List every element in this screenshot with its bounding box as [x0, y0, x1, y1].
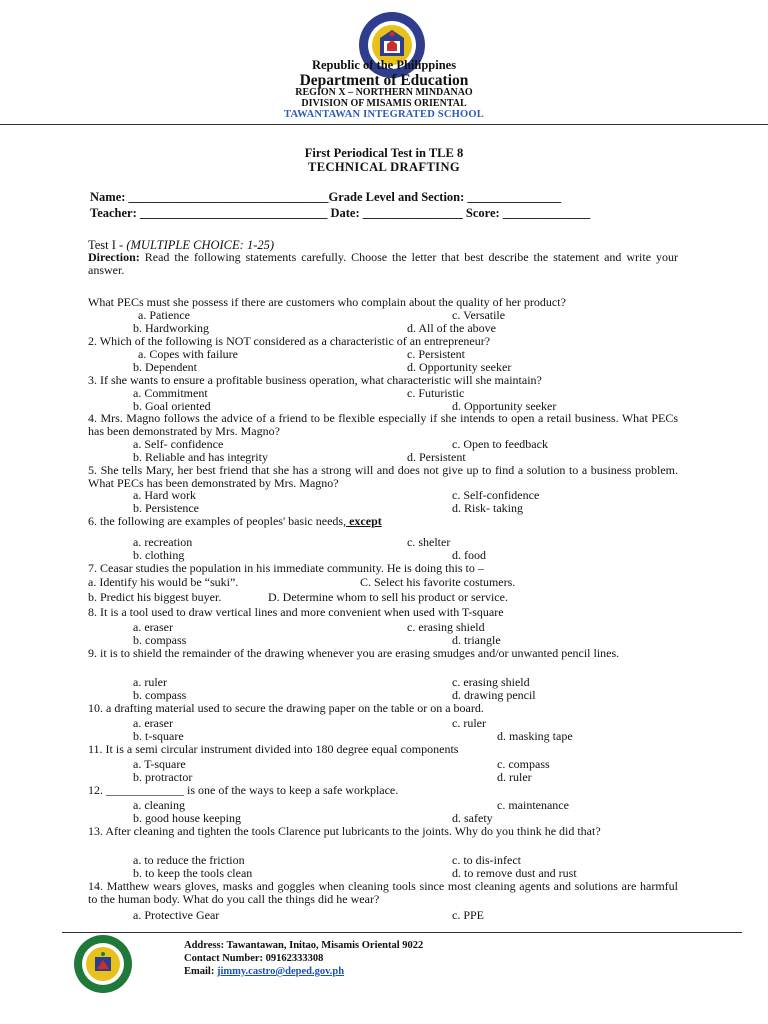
question-text: 11. It is a semi circular instrument divided into 180 degree equal components: [88, 742, 459, 756]
republic-heading: Republic of the Philippines: [311, 58, 457, 72]
email-link[interactable]: jimmy.castro@deped.gov.ph: [216, 966, 345, 977]
option-a: a. Self- confidence: [133, 437, 224, 451]
question-text: 4. Mrs. Magno follows the advice of a friend to be flexible especially if she intends to open a retail business. What PECs has been demonstrated by Mrs. Magno?: [88, 411, 678, 438]
option-a: a. T-square: [133, 757, 186, 771]
option-a: a. eraser: [133, 716, 173, 730]
option-a: a. cleaning: [133, 798, 185, 812]
option-d: d. drawing pencil: [452, 688, 536, 702]
question-text: 3. If she wants to ensure a profitable business operation, what characteristic will she maintain?: [88, 373, 542, 387]
option-a: a. recreation: [133, 535, 193, 549]
division-heading: DIVISION OF MISAMIS ORIENTAL: [301, 98, 467, 109]
option-a: a. Copes with failure: [138, 347, 238, 361]
option-b: b. to keep the tools clean: [133, 866, 253, 880]
test-title: First Periodical Test in TLE 8: [304, 146, 464, 160]
option-c: c. ruler: [452, 716, 486, 730]
option-b: b. Dependent: [133, 360, 197, 374]
region-heading: REGION X – NORTHERN MINDANAO: [295, 87, 473, 98]
option-c: C. Select his favorite costumers.: [360, 575, 516, 589]
footer-email: [184, 966, 344, 977]
test-range: (MULTIPLE CHOICE: 1-25): [126, 238, 275, 252]
email-label: Email:: [184, 966, 217, 977]
department-heading: Department of Education: [299, 72, 469, 89]
school-name: TAWANTAWAN INTEGRATED SCHOOL: [284, 109, 484, 120]
option-d: D. Determine whom to sell his product or service.: [268, 590, 508, 604]
option-d: d. safety: [452, 811, 493, 825]
question-text: [88, 515, 678, 528]
option-b: b. compass: [133, 633, 187, 647]
option-d: d. All of the above: [407, 321, 496, 335]
option-b: b. compass: [133, 688, 187, 702]
footer-divider: [62, 932, 742, 933]
school-seal-logo: [72, 933, 134, 995]
subject-title: TECHNICAL DRAFTING: [307, 160, 460, 174]
direction-label: Direction:: [88, 250, 140, 264]
option-c: c. to dis-infect: [452, 853, 521, 867]
option-b: b. Persistence: [133, 501, 199, 515]
option-d: d. masking tape: [497, 729, 573, 743]
option-c: c. maintenance: [497, 798, 569, 812]
option-c: c. shelter: [407, 535, 451, 549]
test-number: Test I -: [88, 238, 127, 252]
option-a: a. Hard work: [133, 488, 196, 502]
option-a: a. Protective Gear: [133, 908, 220, 922]
question-body: 6. the following are examples of peoples' basic needs,: [88, 514, 347, 528]
option-d: d. to remove dust and rust: [452, 866, 577, 880]
option-d: d. Opportunity seeker: [452, 399, 557, 413]
option-c: c. Futuristic: [407, 386, 465, 400]
direction-text: [88, 251, 678, 277]
option-c: c. compass: [497, 757, 550, 771]
header-divider: [0, 124, 768, 125]
option-a: a. Patience: [138, 308, 190, 322]
direction-body: Read the following statements carefully. Choose the letter that best describe the statement and write your answer.: [88, 250, 678, 277]
option-d: d. Opportunity seeker: [407, 360, 512, 374]
option-b: b. Goal oriented: [133, 399, 211, 413]
question-text: 8. It is a tool used to draw vertical lines and more convenient when used with T-square: [88, 605, 504, 619]
option-a: a. Commitment: [133, 386, 208, 400]
option-c: c. PPE: [452, 908, 485, 922]
question-text: 14. Matthew wears gloves, masks and goggles when cleaning tools since most cleaning agents and solutions are harmful to the human body. What do you call the things did he wear?: [88, 879, 678, 906]
option-b: b. Hardworking: [133, 321, 209, 335]
option-c: c. Open to feedback: [452, 437, 548, 451]
option-c: c. Self-confidence: [452, 488, 540, 502]
option-a: a. ruler: [133, 675, 167, 689]
question-text: What PECs must she possess if there are customers who complain about the quality of her product?: [88, 295, 566, 309]
question-text: 9. it is to shield the remainder of the drawing whenever you are erasing smudges and/or unwanted pencil lines.: [88, 646, 620, 660]
option-b: b. protractor: [133, 770, 193, 784]
footer-contact: Contact Number: 09162333308: [184, 953, 324, 964]
question-text: 13. After cleaning and tighten the tools Clarence put lubricants to the joints. Why do you think he did that?: [88, 824, 601, 838]
question-text: 12. _____________ is one of the ways to keep a safe workplace.: [88, 783, 399, 797]
option-b: b. Predict his biggest buyer.: [88, 590, 222, 604]
option-b: b. Reliable and has integrity: [133, 450, 268, 464]
option-c: c. erasing shield: [407, 620, 485, 634]
option-d: d. Persistent: [407, 450, 466, 464]
option-d: d. ruler: [497, 770, 532, 784]
teacher-date-score-row: Teacher: ______________________________ Date: ________________ Score: ______________: [90, 206, 591, 220]
option-a: a. to reduce the friction: [133, 853, 245, 867]
question-emphasis: except: [346, 514, 382, 528]
option-d: d. Risk- taking: [452, 501, 523, 515]
question-text: 10. a drafting material used to secure the drawing paper on the table or on a board.: [88, 701, 484, 715]
question-text: 7. Ceasar studies the population in his immediate community. He is doing this to –: [88, 561, 484, 575]
question-text: 5. She tells Mary, her best friend that she has a strong will and does not give up to find a solution to a business problem. What PECs has been demonstrated by Mrs. Magno?: [88, 463, 678, 490]
option-d: d. triangle: [452, 633, 501, 647]
option-a: a. Identify his would be “suki”.: [88, 575, 239, 589]
option-b: b. t-square: [133, 729, 184, 743]
option-c: c. Persistent: [407, 347, 465, 361]
option-d: d. food: [452, 548, 486, 562]
footer-address: Address: Tawantawan, Initao, Misamis Oriental 9022: [184, 940, 424, 951]
option-b: b. clothing: [133, 548, 185, 562]
option-a: a. eraser: [133, 620, 173, 634]
option-b: b. good house keeping: [133, 811, 241, 825]
question-text: 2. Which of the following is NOT considered as a characteristic of an entrepreneur?: [88, 334, 491, 348]
option-c: c. Versatile: [452, 308, 506, 322]
option-c: c. erasing shield: [452, 675, 530, 689]
name-grade-row: Name: ________________________________Grade Level and Section: _______________: [90, 190, 562, 204]
